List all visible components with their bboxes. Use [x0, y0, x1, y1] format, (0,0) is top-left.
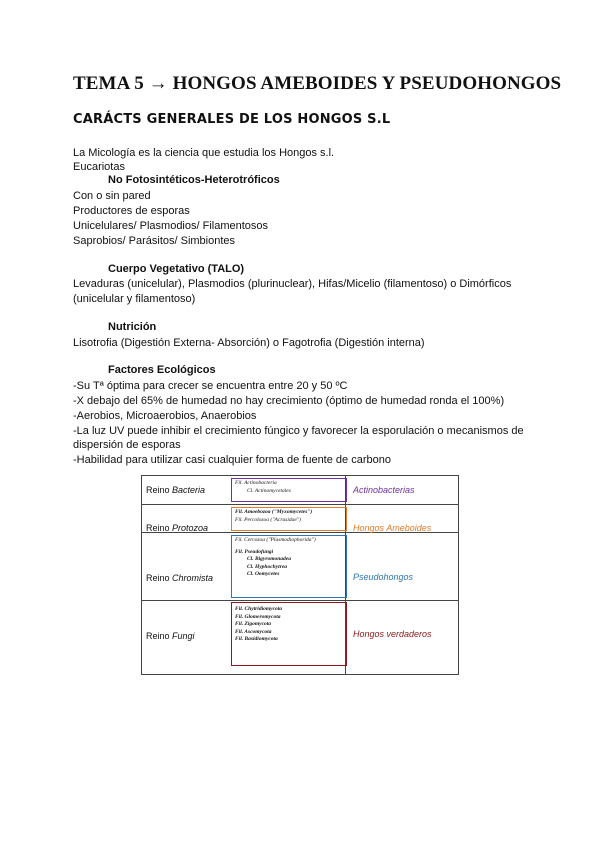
section-subtitle: CARÁCTS GENERALES DE LOS HONGOS S.L	[73, 112, 391, 127]
body-line: Productores de esporas	[73, 205, 190, 217]
kingdom-protozoa: Reino Protozoa	[146, 523, 209, 533]
body-line: Unicelulares/ Plasmodios/ Filamentosos	[73, 220, 269, 232]
taxa-box-fungi: Fil. Chytridiomycota Fil. Glomeromycota Fil. Zigomycota Fil. Ascomycota Fil. Basidiomycota	[231, 602, 347, 666]
section-heading: Factores Ecológicos	[108, 364, 216, 376]
body-line: Levaduras (unicelular), Plasmodios (plurinuclear), Hifas/Micelio (filamentoso) o Dimórficos	[73, 278, 512, 290]
body-line: Saprobios/ Parásitos/ Simbiontes	[73, 235, 236, 247]
section-heading: Nutrición	[108, 321, 157, 333]
kingdom-fungi: Reino Fungi	[146, 631, 195, 641]
section-heading: Cuerpo Vegetativo (TALO)	[108, 263, 245, 275]
group-pseudohongos: Pseudohongos	[353, 572, 414, 582]
taxa-box-chromista: Fil. Cercozoa ("Plasmodiophorida") Fil. Pseudofungi Cl. Bigyromonadea Cl. Hyphochytrea Cl. Oomycetes	[231, 535, 347, 598]
body-line: -Habilidad para utilizar casi cualquier forma de fuente de carbono	[73, 454, 391, 466]
body-line: -Aerobios, Microaerobios, Anaerobios	[73, 410, 257, 422]
body-line: dispersión de esporas	[73, 439, 181, 451]
body-line: (unicelular y filamentoso)	[73, 293, 196, 305]
body-line: -Su Tª óptima para crecer se encuentra entre 20 y 50 ºC	[73, 380, 348, 392]
section-heading: No Fotosintéticos-Heterotróficos	[108, 174, 280, 186]
group-actinobacterias: Actinobacterias	[353, 485, 415, 495]
group-hongos-verdaderos: Hongos verdaderos	[353, 629, 432, 639]
kingdom-chromista: Reino Chromista	[146, 573, 214, 583]
intro-line: La Micología es la ciencia que estudia los Hongos s.l.	[73, 147, 335, 159]
body-line: -X debajo del 65% de humedad no hay crecimiento (óptimo de humedad ronda el 100%)	[73, 395, 505, 407]
body-line: Lisotrofia (Digestión Externa- Absorción) o Fagotrofia (Digestión interna)	[73, 337, 425, 349]
group-hongos-ameboides: Hongos Ameboides	[353, 523, 432, 533]
taxa-box-protozoa: Fil. Amoebozoa ("Myxomycetes") Fil. Percolozoa ("Acrasidae")	[231, 507, 347, 531]
body-line: Con o sin pared	[73, 190, 151, 202]
kingdom-bacteria: Reino Bacteria	[146, 485, 206, 495]
page-title: TEMA 5 → HONGOS AMEBOIDES Y PSEUDOHONGOS	[73, 73, 562, 94]
body-line: -La luz UV puede inhibir el crecimiento fúngico y favorecer la esporulación o mecanismos de	[73, 425, 524, 437]
classification-table	[141, 475, 459, 675]
intro-line: Eucariotas	[73, 161, 125, 173]
taxa-box-bacteria: Fil. Actinobacteria Cl. Actinomycetales	[231, 478, 347, 502]
